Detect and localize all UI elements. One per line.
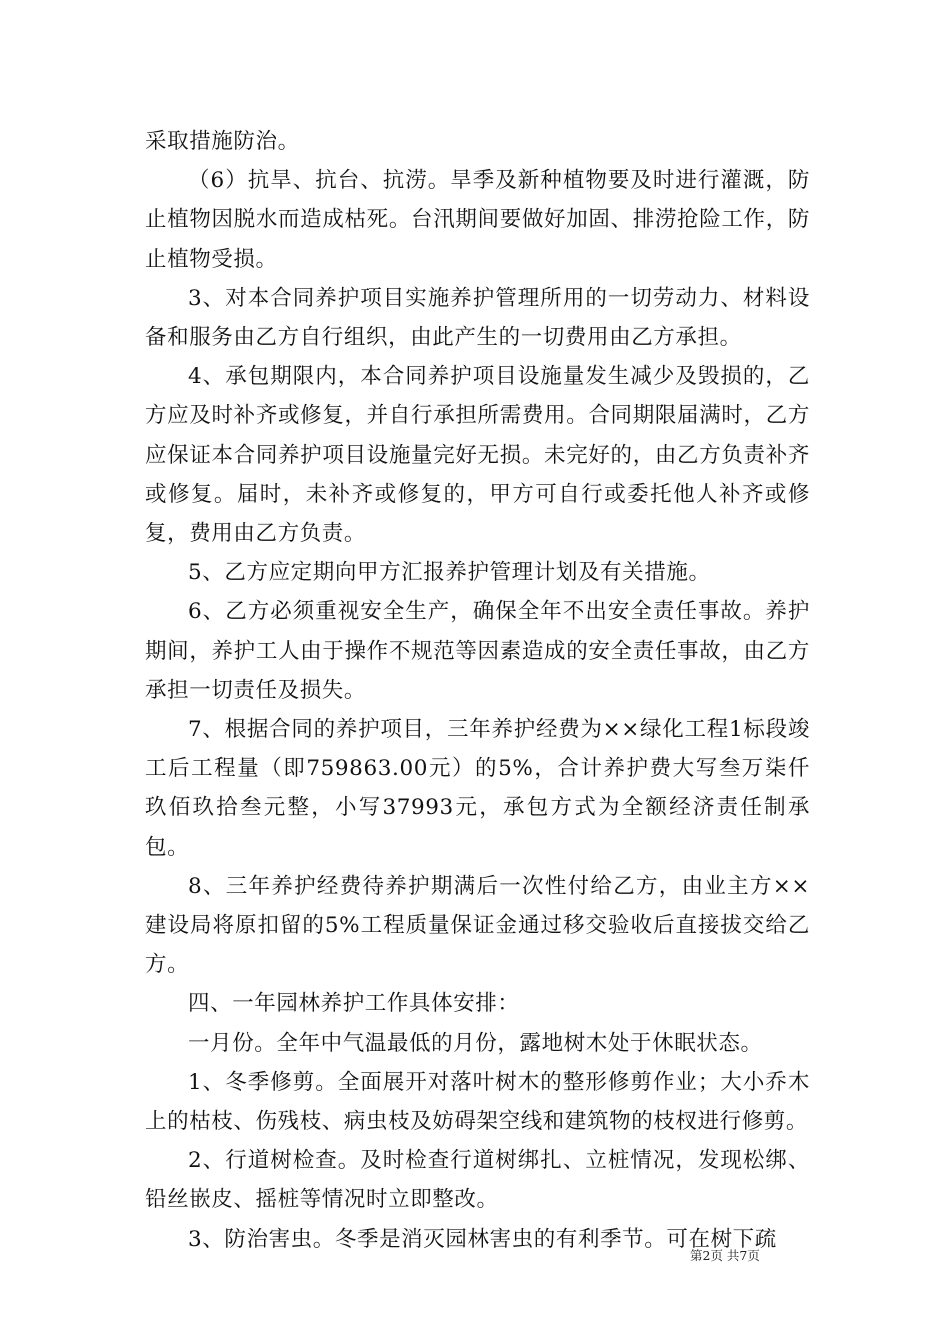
section-heading: 四、一年园林养护工作具体安排： <box>188 991 520 1017</box>
paragraph-12: 2、行道树检查。及时检查行道树绑扎、立桩情况，发现松绑、铅丝嵌皮、摇桩等情况时立即整改。 <box>145 1148 810 1213</box>
paragraph-13: 3、防治害虫。冬季是消灭园林害虫的有利季节。可在树下疏 <box>188 1226 777 1252</box>
page-number: 第2页 共7页 <box>690 1248 760 1263</box>
paragraph-11: 1、冬季修剪。全面展开对落叶树木的整形修剪作业；大小乔木上的枯枝、伤残枝、病虫枝及妨碍架空线和建筑物的枝杈进行修剪。 <box>145 1069 810 1135</box>
paragraph-8: 8、三年养护经费待养护期满后一次性付给乙方，由业主方××建设局将原扣留的5%工程质量保证金通过移交验收后直接拔交给乙方。 <box>145 873 810 978</box>
paragraph-3: 3、对本合同养护项目实施养护管理所用的一切劳动力、材料设备和服务由乙方自行组织，由此产生的一切费用由乙方承担。 <box>145 285 810 351</box>
paragraph-5: 5、乙方应定期向甲方汇报养护管理计划及有关措施。 <box>188 560 711 586</box>
paragraph-7: 7、根据合同的养护项目，三年养护经费为××绿化工程1标段竣工后工程量（即759863.00元）的5%，合计养护费大写叁万柒仟玖佰玖拾叁元整，小写37993元，承包方式为全额经济责任制承包。 <box>145 717 810 860</box>
paragraph-4: 4、承包期限内，本合同养护项目设施量发生减少及毁损的，乙方应及时补齐或修复，并自行承担所需费用。合同期限届满时，乙方应保证本合同养护项目设施量完好无损。未完好的，由乙方负责补齐或修复。届时，未补齐或修复的，甲方可自行或委托他人补齐或修复，费用由乙方负责。 <box>145 364 810 547</box>
paragraph-2: （6）抗旱、抗台、抗涝。旱季及新种植物要及时进行灌溉，防止植物因脱水而造成枯死。台汛期间要做好加固、排涝抢险工作，防止植物受损。 <box>145 168 810 272</box>
document-body <box>145 122 810 1259</box>
paragraph-month: 一月份。全年中气温最低的月份，露地树木处于休眠状态。 <box>188 1030 763 1056</box>
paragraph-1: 采取措施防治。 <box>145 129 300 154</box>
paragraph-6: 6、乙方必须重视安全生产，确保全年不出安全责任事故。养护期间，养护工人由于操作不规范等因素造成的安全责任事故，由乙方承担一切责任及损失。 <box>145 599 810 703</box>
